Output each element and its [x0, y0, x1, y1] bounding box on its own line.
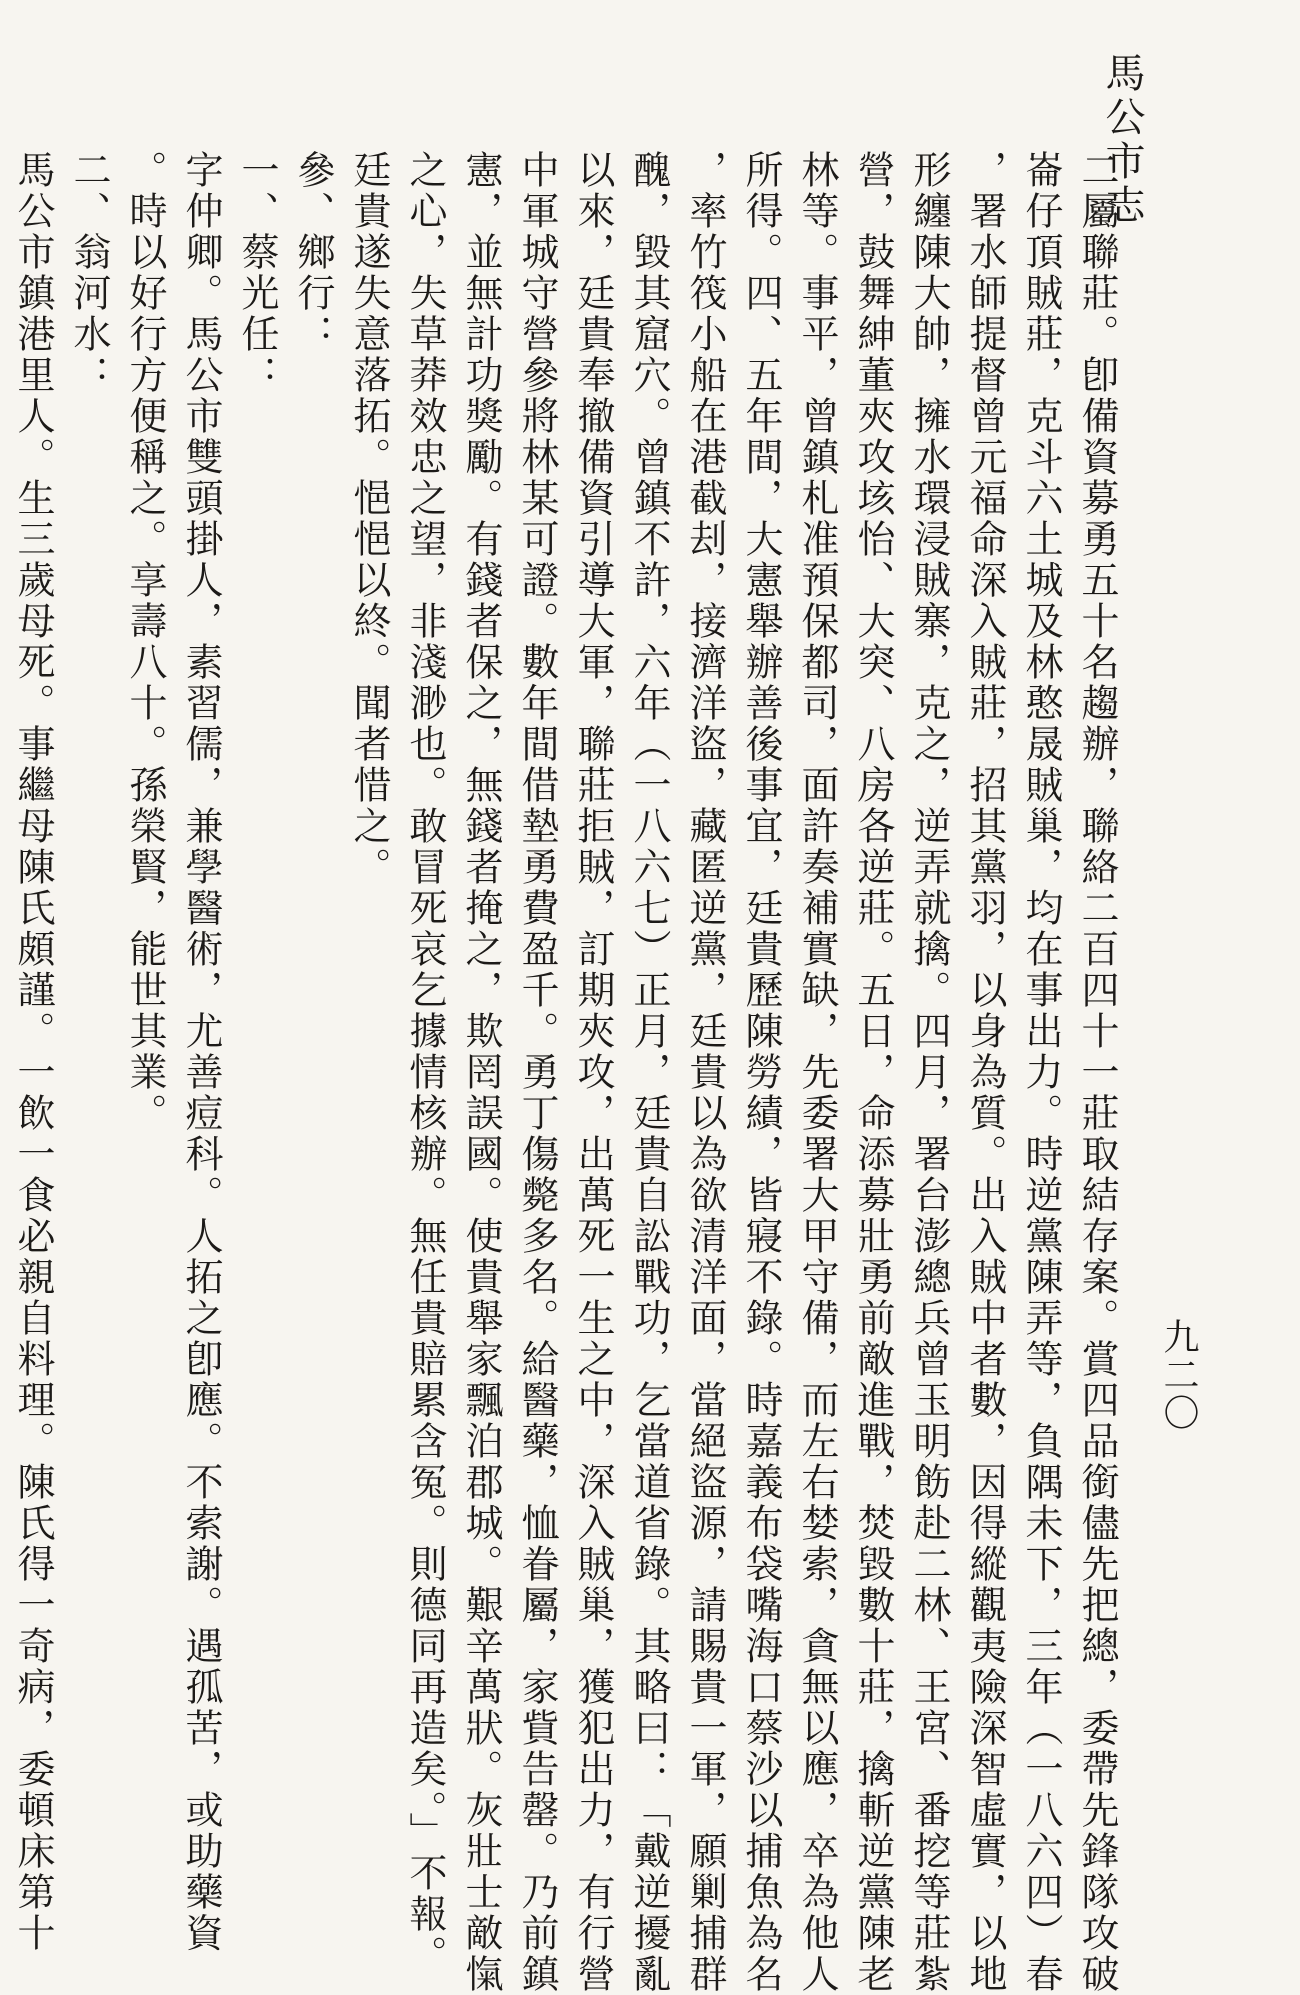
text-column: 之心，失草莽效忠之望，非淺渺也。敢冒死哀乞據情核辦。無任貴賠累含冤。則德同再造矣。」不報。: [403, 150, 447, 1976]
text-column: 二屬聯莊。卽備資募勇五十名趨辦，聯絡二百四十一莊取結存案。賞四品銜儘先把總，委帶先鋒隊攻破: [1075, 150, 1119, 1995]
text-column: ，署水師提督曾元福命深入賊莊，招其黨羽，以身為質。出入賊中者數，因得縱觀夷險深智虛實，以地: [963, 150, 1007, 1995]
entry-heading: 一、蔡光任：: [235, 150, 279, 396]
text-column: 字仲卿。馬公市雙頭掛人，素習儒，兼學醫術，尤善痘科。人拓之卽應。不索謝。遇孤苦，或助藥資: [179, 150, 223, 1954]
text-column: 醜，毀其窟穴。曾鎮不許，六年（一八六七）正月，廷貴自訟戰功，乞當道省錄。其略曰：「戴逆擾亂: [627, 150, 671, 1995]
book-title: 馬公市志: [1099, 52, 1145, 228]
text-column: 所得。四、五年間，大憲舉辦善後事宜，廷貴歷陳勞績，皆寢不錄。時嘉義布袋嘴海口蔡沙以捕魚為名: [739, 150, 783, 1995]
section-heading: 參、鄉行：: [291, 150, 335, 355]
text-column: 馬公市鎮港里人。生三歲母死。事繼母陳氏頗謹。一飲一食必親自料理。陳氏得一奇病，委頓床第十: [11, 150, 55, 1954]
text-column: 廷貴遂失意落拓。悒悒以終。聞者惜之。: [347, 150, 391, 888]
text-column: 中軍城守營參將林某可證。數年間借墊勇費盈千。勇丁傷斃多名。給醫藥，恤眷屬，家貲告罄。乃前鎮: [515, 150, 559, 1995]
text-column: 形纏陳大帥，擁水環浸賊寨，克之，逆弄就擒。四月，署台澎總兵曾玉明飭赴二林、王宮、番挖等莊紮: [907, 150, 951, 1995]
text-column: 林等。事平，曾鎮札准預保都司，面許奏補實缺，先委署大甲守備，而左右婪索，貪無以應，卒為他人: [795, 150, 839, 1995]
text-column: 。時以好行方便稱之。享壽八十。孫榮賢，能世其業。: [123, 150, 167, 1134]
entry-heading: 二、翁河水：: [67, 150, 111, 396]
text-column: 憲，並無計功獎勵。有錢者保之，無錢者掩之，欺罔誤國。使貴舉家飄泊郡城。艱辛萬狀。灰壯士敵愾: [459, 150, 503, 1995]
page-number: 九二〇: [1158, 1318, 1199, 1432]
text-column: 崙仔頂賊莊，克斗六土城及林憨晟賊巢，均在事出力。時逆黨陳弄等，負隅未下，三年（一八六四）春: [1019, 150, 1063, 1995]
text-column: ，率竹筏小船在港截刦，接濟洋盜，藏匿逆黨，廷貴以為欲清洋面，當絕盜源，請賜貴一軍，願剿捕群: [683, 150, 727, 1995]
text-column: 營，鼓舞紳董夾攻垓怡、大突、八房各逆莊。五日，命添募壯勇前敵進戰，焚毀數十莊，擒斬逆黨陳老: [851, 150, 895, 1995]
text-column: 以來，廷貴奉撤備資引導大軍，聯莊拒賊，訂期夾攻，出萬死一生之中，深入賊巢，獲犯出力，有行營: [571, 150, 615, 1995]
vertical-text-body: [5, 150, 1125, 1995]
